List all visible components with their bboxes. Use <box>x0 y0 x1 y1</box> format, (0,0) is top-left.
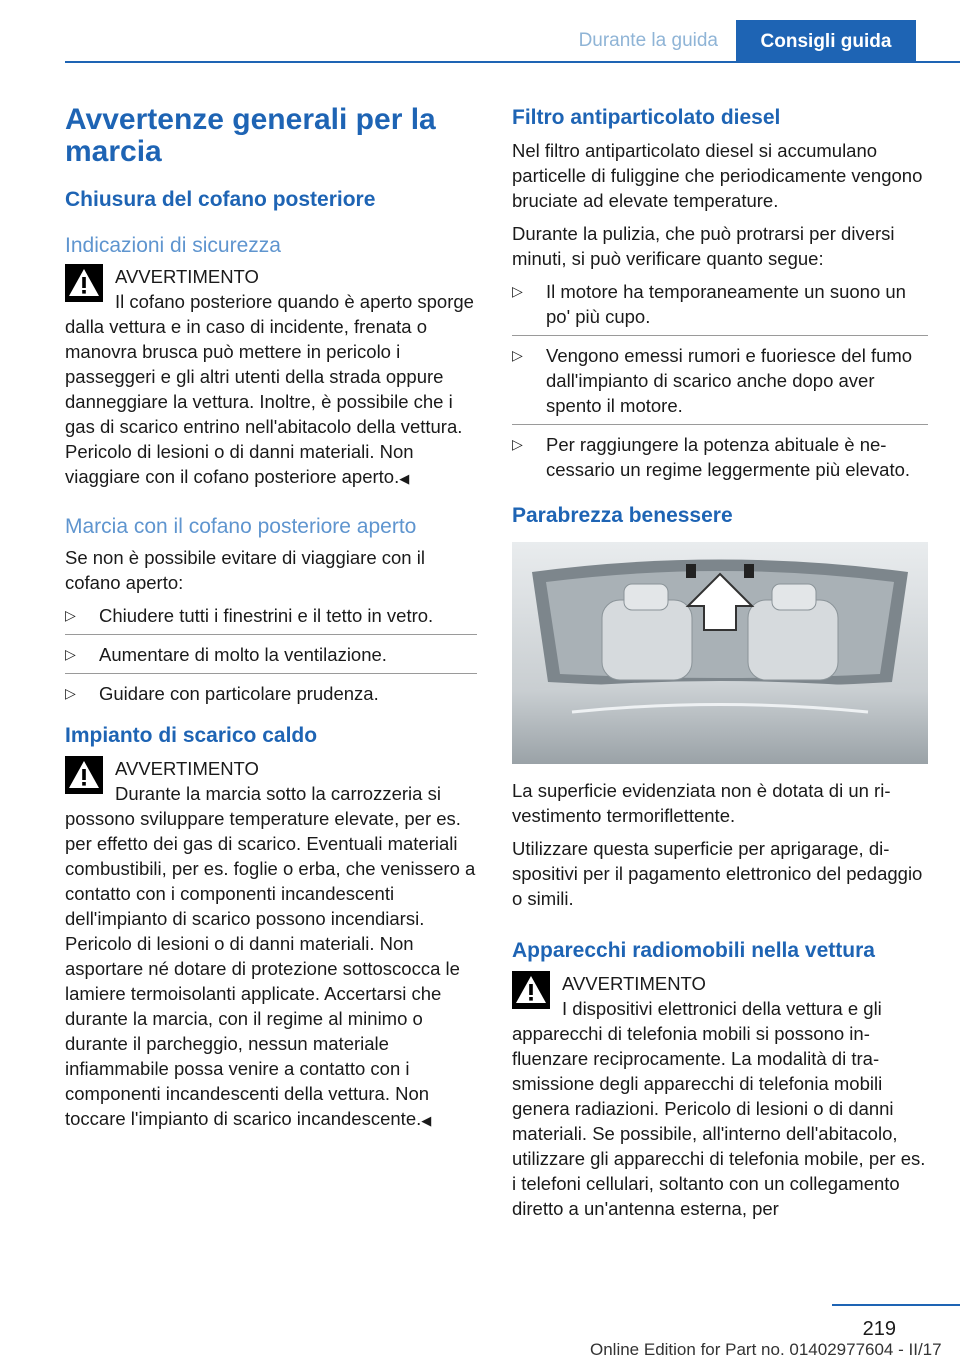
warning-block-scarico <box>65 756 477 1133</box>
filtro-paragraph-2: Durante la pulizia, che può protrarsi per diversi minuti, si può verificare quanto segue: <box>512 223 895 269</box>
header-rule <box>65 61 960 63</box>
footer-edition: Online Edition for Part no. 01402977604 - II/17 <box>590 1340 942 1359</box>
heading-parabrezza: Parabrezza benessere <box>512 504 733 527</box>
page-title: Avvertenze generali per la marcia <box>65 103 436 168</box>
warning-text: I dispositivi elettronici della vettura e gli apparecchi di telefonia mobili si possono influenzare reciprocamente. La modalità di trasmissione degli apparecchi di telefonia mobili genera radiazioni. Pericolo di lesioni o di danni materiali. Se possibile, all'interno dell'abitacolo, utilizzare gli apparecchi di telefonia mobile, per es. i telefoni cellulari, soltanto con un collegamento diretto a un'antenna esterna, per <box>512 998 926 1219</box>
end-mark-icon: ◀ <box>421 1113 432 1128</box>
triangle-bullet-icon: ▷ <box>512 347 523 363</box>
triangle-bullet-icon: ▷ <box>65 685 76 701</box>
marcia-intro: Se non è possibile evitare di viaggiare con il cofano aperto: <box>65 547 425 593</box>
warning-block-cofano <box>65 264 477 491</box>
warning-label: AVVERTIMENTO <box>562 973 706 994</box>
list-item: ▷ Il motore ha temporaneamente un suono un po' più cupo. <box>512 281 906 327</box>
warning-triangle-icon <box>65 756 103 794</box>
triangle-bullet-icon: ▷ <box>512 283 523 299</box>
windscreen-photo <box>512 542 928 764</box>
header-section: Durante la guida <box>578 30 718 51</box>
heading-scarico: Impianto di scarico caldo <box>65 724 318 747</box>
warning-text: Il cofano posteriore quando è aperto sporge dalla vettura e in caso di incidente, frenata o manovra brusca può mettere in pericolo i passeggeri e gli altri utenti della strada oppure danneggiare la vettura. Inoltre, è possibile che i gas di scarico entrino nell'abitacolo della vettura. Pericolo di lesioni o di danni materiali. Non viaggiare con il cofano posteriore aperto. <box>65 291 474 487</box>
page-header <box>0 0 960 62</box>
parabrezza-paragraph-2: Utilizzare questa superficie per aprigarage, dispositivi per il pagamento elettronico del pedaggio o simili. <box>512 838 923 909</box>
triangle-bullet-icon: ▷ <box>65 646 76 662</box>
list-item: ▷ Chiudere tutti i finestrini e il tetto in vetro. <box>65 605 434 626</box>
list-item: ▷ Per raggiungere la potenza abituale è necessario un regime leggermente più elevato. <box>512 424 928 482</box>
list-item: ▷ Guidare con particolare prudenza. <box>65 673 477 706</box>
list-item: ▷ Vengono emessi rumori e fuoriesce del fumo dall'impianto di scarico anche dopo aver spento il motore. <box>512 335 928 418</box>
left-column <box>65 104 477 1141</box>
warning-label: AVVERTIMENTO <box>115 758 259 779</box>
triangle-bullet-icon: ▷ <box>65 607 76 623</box>
heading-sicurezza: Indicazioni di sicurezza <box>65 234 281 257</box>
warning-text: Durante la marcia sotto la carrozzeria si possono sviluppare temperature elevate, per es. per effetto dei gas di scarico. Eventuali materiali combustibili, per es. foglie o erba, che venissero a contatto con i componenti incandescenti dell'impianto di scarico possono incendiarsi. Pericolo di lesioni o di danni materiali. Non asportare né dotare di protezione sottoscocca le lamiere termoisolanti applicate. Accertarsi che durante la marcia, con il regime al minimo o durante il parcheggio, nessun materiale infiammabile possa venire a contatto con i componenti incandescenti della vettura. Non toccare l'impianto di scarico incandescente. <box>65 783 476 1129</box>
parabrezza-paragraph-1: La superficie evidenziata non è dotata di un rivestimento termoriflettente. <box>512 780 891 826</box>
footer-rule <box>832 1304 960 1306</box>
heading-marcia-cofano: Marcia con il cofano posteriore aperto <box>65 515 417 538</box>
right-column <box>512 104 928 1229</box>
triangle-bullet-icon: ▷ <box>512 436 523 452</box>
heading-filtro: Filtro antiparticolato diesel <box>512 106 781 129</box>
header-chapter-tab: Consigli guida <box>736 20 916 62</box>
warning-block-radiomobili <box>512 971 928 1221</box>
heading-cofano: Chiusura del cofano posteriore <box>65 188 376 211</box>
warning-triangle-icon <box>512 971 550 1009</box>
list-item: ▷ Aumentare di molto la ventilazione. <box>65 634 477 667</box>
filtro-paragraph-1: Nel filtro antiparticolato diesel si accumulano particelle di fuliggine che periodicamente vengono bruciate ad elevate temperature. <box>512 140 923 211</box>
warning-label: AVVERTIMENTO <box>115 266 259 287</box>
filtro-list <box>512 279 928 482</box>
end-mark-icon: ◀ <box>399 471 410 486</box>
marcia-list <box>65 603 477 706</box>
heading-radiomobili: Apparecchi radiomobili nella vettura <box>512 939 875 962</box>
page-number: 219 <box>862 1318 896 1340</box>
warning-triangle-icon <box>65 264 103 302</box>
